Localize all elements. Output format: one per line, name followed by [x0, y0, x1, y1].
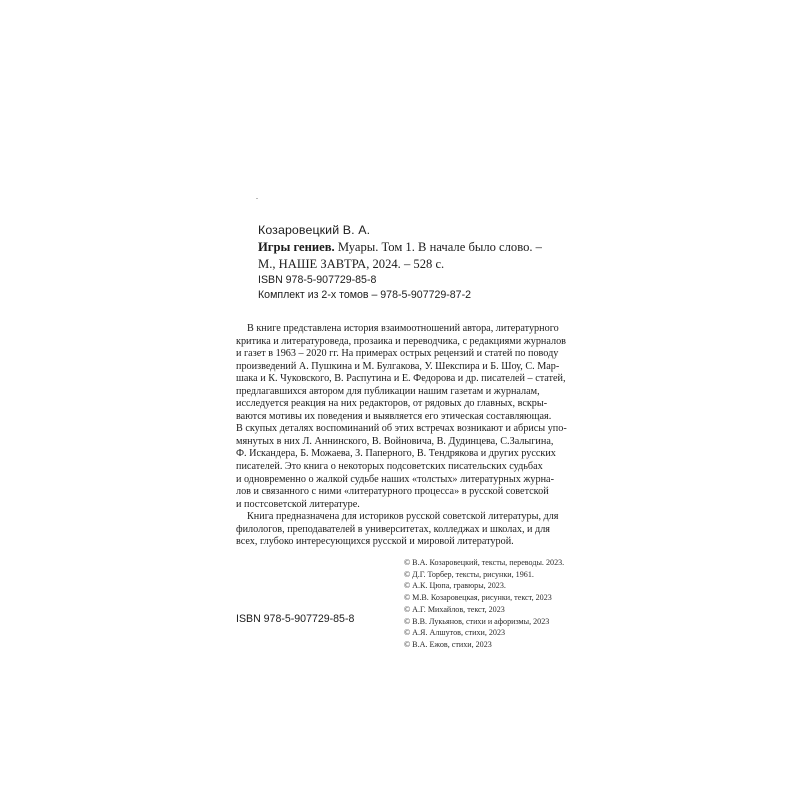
author-line: Козаровецкий В. А. — [258, 223, 371, 237]
text-line: всех, глубоко интересующихся русской и мировой литературой. — [236, 536, 514, 548]
copyright-item: © В.А. Ежов, стихи, 2023 — [404, 639, 492, 649]
imprint-line: М., НАШЕ ЗАВТРА, 2024. – 528 с. — [258, 257, 445, 271]
text-line: исследуется реакция на них редакторов, от рядовых до главных, вскры- — [236, 398, 548, 410]
text-line: лов и связанного с ними «литературного процесса» в русской советской — [236, 486, 549, 498]
text-line: Ф. Искандера, Б. Можаева, З. Паперного, В. Тендрякова и других русских — [236, 448, 556, 460]
text-line: мянутых в них Л. Аннинского, В. Войновича, В. Дудинцева, С.Залыгина, — [236, 435, 554, 447]
isbn-set: Комплект из 2-х томов – 978-5-907729-87-2 — [258, 289, 471, 301]
copyright-item: © В.В. Лукьянов, стихи и афоризмы, 2023 — [404, 616, 550, 626]
text-line: Книга предназначена для историков русской советской литературы, для — [247, 511, 559, 523]
bibliographic-record — [258, 222, 558, 273]
text-line: В скупых деталях воспоминаний об этих встречах возникают и абрисы упо- — [236, 423, 567, 435]
text-line: и постсоветской литературе. — [236, 498, 360, 510]
book-title-rest: Муары. Том 1. В начале было слово. – — [334, 240, 542, 254]
audience-paragraph — [236, 511, 572, 549]
text-line: ваются мотивы их поведения и выявляется его этическая составляющая. — [236, 410, 552, 422]
text-line: В книге представлена история взаимоотношений автора, литературного — [247, 323, 559, 334]
text-line: критика и литературоведа, прозаика и переводчика, с редакциями журналов — [236, 335, 566, 347]
text-line: писателей. Это книга о некоторых подсоветских писательских судьбах — [236, 461, 543, 473]
title-line — [258, 239, 558, 256]
copyright-item: © Д.Г. Торбер, тексты, рисунки, 1961. — [404, 569, 534, 579]
book-title-bold: Игры гениев. — [258, 240, 335, 254]
copyright-list — [404, 557, 564, 651]
copyright-item: © В.А. Козаровецкий, тексты, переводы. 2023. — [404, 558, 565, 567]
print-speck — [256, 198, 258, 199]
isbn-bottom: ISBN 978-5-907729-85-8 — [236, 613, 355, 625]
copyright-item: © А.Г. Михайлов, текст, 2023 — [404, 604, 505, 614]
text-line: предлагавшихся автором для публикации нашим газетам и журналам, — [236, 385, 540, 397]
text-line: и одновременно о жалкой судьбе наших «толстых» литературных журна- — [236, 473, 554, 485]
annotation — [236, 323, 572, 549]
isbn-block — [258, 273, 471, 303]
text-line: произведений А. Пушкина и М. Булгакова, У. Шекспира и Б. Шоу, С. Мар- — [236, 360, 560, 372]
text-line: шака и К. Чуковского, В. Распутина и Е. Федорова и др. писателей – статей, — [236, 373, 566, 385]
copyright-item: © А.Я. Алшутов, стихи, 2023 — [404, 628, 506, 638]
text-line: и газет в 1963 – 2020 гг. На примерах острых рецензий и статей по поводу — [236, 348, 559, 360]
copyright-item: © А.К. Цюпа, гравюры, 2023. — [404, 581, 506, 591]
copyright-item: © М.В. Козаровецкая, рисунки, текст, 2023 — [404, 593, 552, 603]
annotation-paragraph — [236, 323, 572, 511]
isbn-volume: ISBN 978-5-907729-85-8 — [258, 274, 377, 286]
text-line: филологов, преподавателей в университетах, колледжах и школах, и для — [236, 523, 550, 535]
